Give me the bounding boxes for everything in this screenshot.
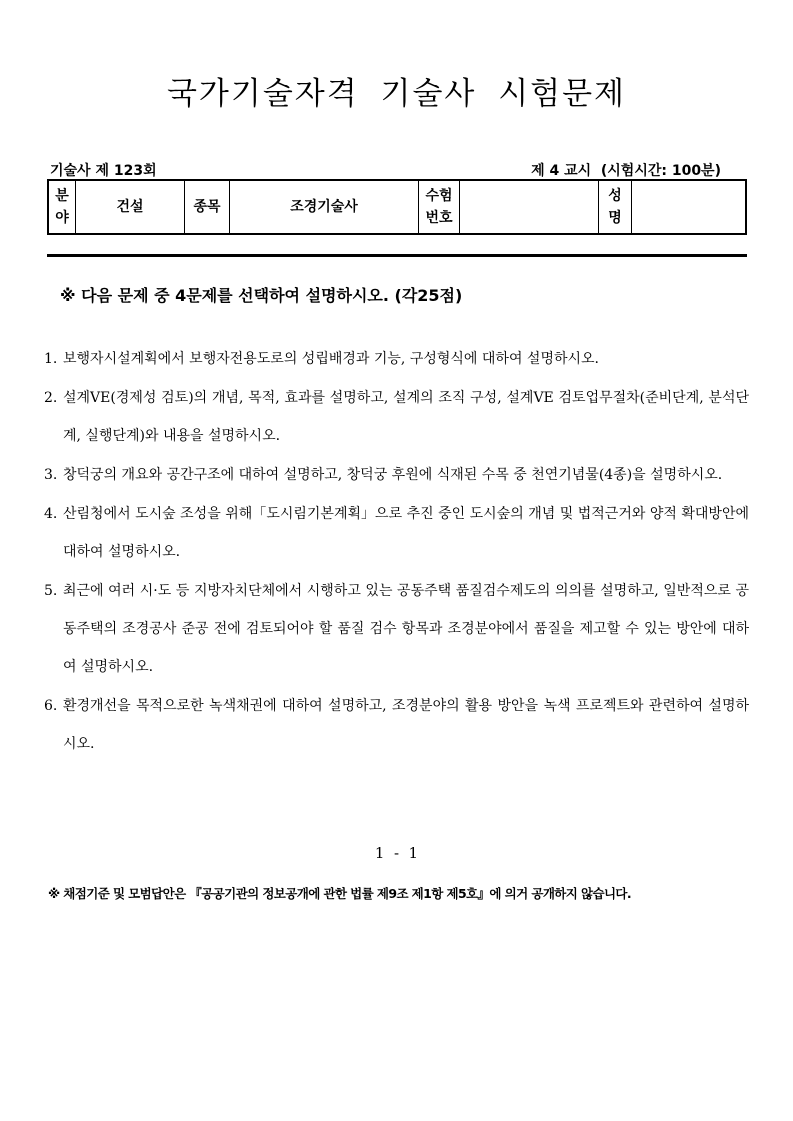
item-label: 종목 [185, 180, 230, 234]
exam-header-table [47, 179, 747, 235]
question-text: 산림청에서 도시숲 조성을 위해「도시림기본계획」으로 추진 중인 도시숲의 개념 및 법적근거와 양적 확대방안에 대하여 설명하시오. [63, 506, 749, 560]
item-value: 조경기술사 [230, 180, 419, 234]
question-item [44, 687, 749, 763]
header-divider [47, 254, 747, 257]
question-item [44, 456, 749, 494]
question-list [44, 340, 749, 764]
question-item [44, 572, 749, 686]
exam-number-field[interactable] [460, 180, 599, 234]
question-text: 환경개선을 목적으로한 녹색채권에 대하여 설명하고, 조경분야의 활용 방안을 녹색 프로젝트와 관련하여 설명하시오. [63, 698, 749, 752]
page-number: 1 - 1 [374, 844, 419, 862]
disclosure-footnote: ※ 채점기준 및 모범답안은 『공공기관의 정보공개에 관한 법률 제9조 제1항 제5호』에 의거 공개하지 않습니다. [48, 886, 632, 901]
name-field[interactable] [632, 180, 747, 234]
field-label: 분 야 [48, 180, 76, 234]
question-number: 1. [44, 351, 58, 367]
exam-title: 국가기술자격 기술사 시험문제 [166, 76, 626, 112]
field-value: 건설 [76, 180, 185, 234]
question-number: 3. [44, 467, 58, 483]
exam-period: 제 4 교시 (시험시간: 100분) [531, 163, 721, 179]
question-text: 설계VE(경제성 검토)의 개념, 목적, 효과를 설명하고, 설계의 조직 구성, 설계VE 검토업무절차(준비단계, 분석단계, 실행단계)와 내용을 설명하시오. [63, 390, 749, 444]
exam-round: 기술사 제 123회 [50, 163, 157, 179]
instruction-text: ※ 다음 문제 중 4문제를 선택하여 설명하시오. (각25점) [60, 286, 463, 305]
question-item [44, 340, 749, 378]
exam-number-label: 수험 번호 [419, 180, 460, 234]
question-text: 보행자시설계획에서 보행자전용도로의 성립배경과 기능, 구성형식에 대하여 설명하시오. [63, 351, 599, 367]
question-item [44, 379, 749, 455]
question-number: 6. [44, 698, 58, 714]
question-text: 창덕궁의 개요와 공간구조에 대하여 설명하고, 창덕궁 후원에 식재된 수목 중 천연기념물(4종)을 설명하시오. [63, 467, 723, 483]
question-item [44, 495, 749, 571]
question-text: 최근에 여러 시·도 등 지방자치단체에서 시행하고 있는 공동주택 품질검수제도의 의의를 설명하고, 일반적으로 공동주택의 조경공사 준공 전에 검토되어야 할 품질 검수 항목과 조경분야에서 품질을 제고할 수 있는 방안에 대하여 설명하시오. [63, 583, 749, 675]
question-number: 4. [44, 506, 58, 522]
question-number: 2. [44, 390, 58, 406]
question-number: 5. [44, 583, 58, 599]
name-label: 성 명 [599, 180, 632, 234]
